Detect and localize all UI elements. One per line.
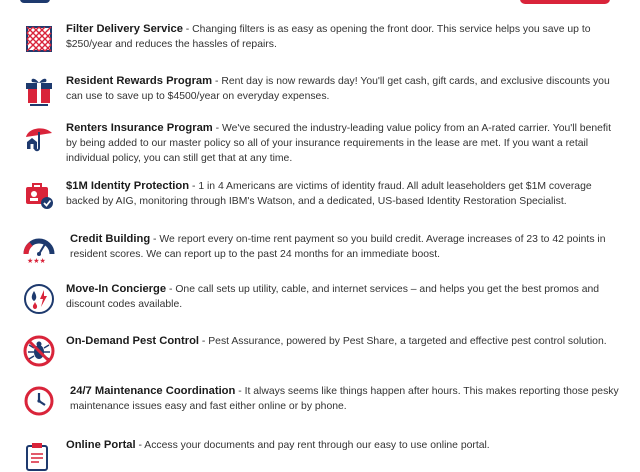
header-mark-left: [20, 0, 50, 3]
service-title: 24/7 Maintenance Coordination: [70, 385, 236, 397]
service-description: One call sets up utility, cable, and internet services – and helps you get the best promos and discount codes available.: [66, 284, 600, 310]
filter-icon: [22, 22, 56, 56]
credit-gauge-icon: [22, 232, 56, 266]
service-description: Access your documents and pay rent through our easy to use online portal.: [144, 440, 490, 451]
service-description: Pest Assurance, powered by Pest Share, a targeted and effective pest control solution.: [208, 336, 607, 347]
service-text: Resident Rewards Program - Rent day is now rewards day! You'll get cash, gift cards, and exclusive discounts you can use to save up to $4500/year on everyday expenses.: [66, 75, 610, 102]
service-text: Filter Delivery Service - Changing filters is as easy as opening the front door. This service helps you save up to $250/year and reduces the hassles of repairs.: [66, 23, 591, 50]
service-title: Online Portal: [66, 439, 136, 451]
service-text: Move-In Concierge - One call sets up utility, cable, and internet services – and helps you get the best promos and discount codes available.: [66, 283, 600, 310]
identity-shield-icon: [22, 179, 56, 213]
service-title: Move-In Concierge: [66, 283, 167, 295]
gift-icon: [22, 74, 56, 108]
service-title: $1M Identity Protection: [66, 180, 190, 192]
no-pest-icon: [22, 334, 56, 368]
svg-text:★★★: ★★★: [27, 257, 46, 265]
service-description: Rent day is now rewards day! You'll get cash, gift cards, and exclusive discounts you can use to save up to $4500/year on everyday expenses.: [66, 76, 610, 102]
service-text: Online Portal - Access your documents and pay rent through our easy to use online portal.: [66, 439, 490, 451]
service-description: It always seems like things happen after hours. This makes reporting those pesky maintenance issues easy and fast either online or by phone.: [70, 386, 619, 412]
portal-icon: [22, 438, 56, 472]
utilities-icon: [22, 282, 56, 316]
top-banner-edge: [0, 0, 640, 8]
service-title: On-Demand Pest Control: [66, 335, 200, 347]
service-title: Filter Delivery Service: [66, 23, 183, 35]
clock-icon: [22, 384, 56, 418]
service-description: Changing filters is as easy as opening the front door. This service helps you save up to $250/year and reduces the hassles of repairs.: [66, 24, 591, 50]
service-description: 1 in 4 Americans are victims of identity fraud. All adult leaseholders get $1M coverage backed by AIG, monitoring through IBM's Watson, and a dedicated, US-based Identity Restoration Specialist.: [66, 181, 592, 207]
service-text: Renters Insurance Program - We've secured the industry-leading value policy from an A-rated carrier. You'll benefit by being added to our master policy so all of your insurance requirements in the lease are met. If you want a retail individual policy, you can still get that at any time.: [66, 122, 611, 164]
service-text: 24/7 Maintenance Coordination - It always seems like things happen after hours. This makes reporting those pesky maintenance issues easy and fast either online or by phone.: [70, 385, 619, 412]
service-text: On-Demand Pest Control - Pest Assurance, powered by Pest Share, a targeted and effective pest control solution.: [66, 335, 607, 347]
service-title: Resident Rewards Program: [66, 75, 213, 87]
umbrella-house-icon: [22, 121, 56, 155]
service-title: Credit Building: [70, 233, 151, 245]
service-description: We've secured the industry-leading value policy from an A-rated carrier. You'll benefit by being added to our master policy so all of your insurance requirements in the lease are met. If you want a retail individual policy, you can still get that at any time.: [66, 123, 611, 164]
service-text: Credit Building - We report every on-time rent payment so you build credit. Average increases of 23 to 42 points in resident scores. We can report up to the past 24 months for an immediate boost.: [70, 233, 606, 260]
service-text: $1M Identity Protection - 1 in 4 Americans are victims of identity fraud. All adult leaseholders get $1M coverage backed by AIG, monitoring through IBM's Watson, and a dedicated, US-based Identity Restoration Specialist.: [66, 180, 592, 207]
header-mark-right: [520, 0, 610, 4]
service-title: Renters Insurance Program: [66, 122, 213, 134]
service-description: We report every on-time rent payment so you build credit. Average increases of 23 to 42 points in resident scores. We can report up to the past 24 months for an immediate boost.: [70, 234, 606, 260]
